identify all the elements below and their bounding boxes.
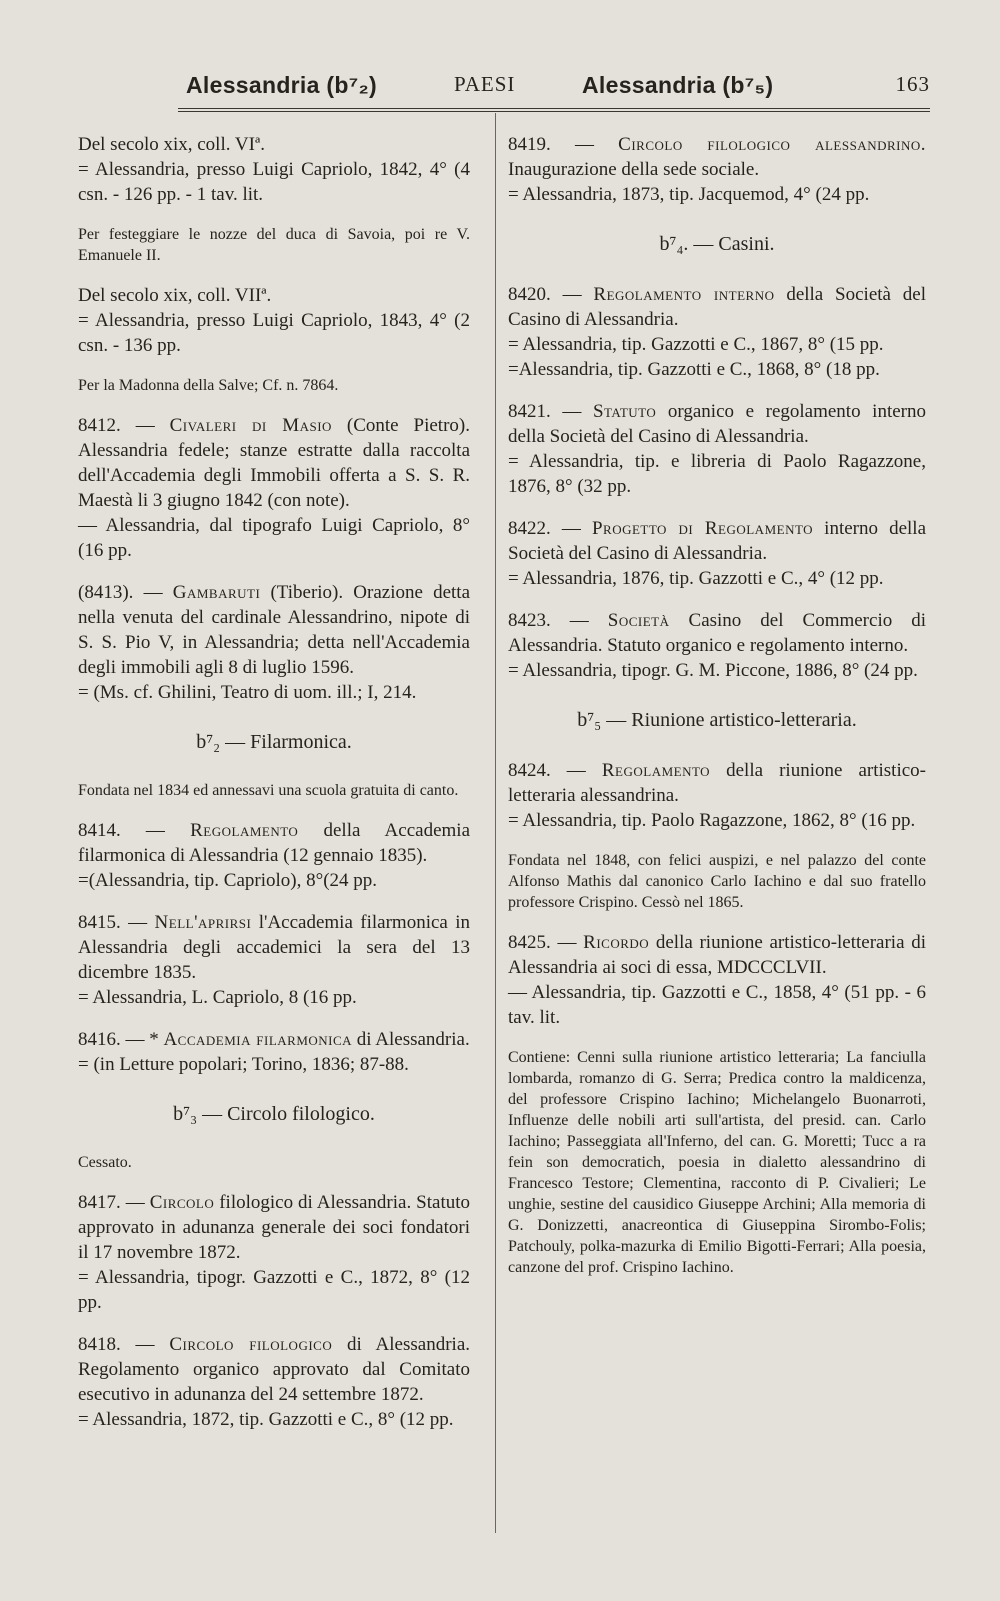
section-heading: b⁷₅ — Riunione artistico-letteraria. — [577, 709, 857, 731]
entry-text: interno della Società del Casino di Alessandria. = Alessandria, 1876, tip. Gazzotti e C., 4° (12 pp. — [508, 518, 927, 589]
entry-text: Fondata nel 1834 ed annessavi una scuola gratuita di canto. — [78, 782, 459, 799]
entry-heading: Regolamento — [601, 760, 711, 781]
entry-heading: Circolo filologico — [169, 1334, 333, 1355]
entry-number: 8425. — [508, 932, 551, 953]
entry-heading: Progetto di Regolamento — [591, 518, 814, 539]
entry-heading: Statuto — [592, 401, 657, 422]
entry-number: 8418. — [78, 1334, 121, 1355]
running-header — [170, 72, 930, 104]
entry-heading: Nell'aprirsi — [154, 912, 252, 933]
bibliographic-entry: 8412. — Civaleri di Masio (Conte Pietro). Alessandria fedele; stanze estratte dalla raccolta dell'Accademia degli Immobili offerta a S. S. R. Maestà li 3 giugno 1842 (con note). — Alessandria, dal tipografo Luigi Capriolo, 8° (16 pp. — [78, 415, 470, 561]
bibliographic-entry: 8416. — * Accademia filarmonica di Alessandria. = (in Letture popolari; Torino, 1836; 87-88. — [78, 1029, 470, 1075]
entry-number: 8422. — [508, 518, 551, 539]
bibliographic-entry: 8420. — Regolamento interno della Società del Casino di Alessandria. = Alessandria, tip. Gazzotti e C., 1867, 8° (15 pp. =Alessandria, tip. Gazzotti e C., 1868, 8° (18 pp. — [508, 284, 927, 380]
header-section: PAESI — [454, 72, 516, 96]
entry-heading: * Accademia filarmonica — [149, 1029, 353, 1050]
bibliographic-entry — [78, 132, 470, 207]
entry-text: della Società del Casino di Alessandria. = Alessandria, tip. Gazzotti e C., 1867, 8° (15 pp. =Alessandria, tip. Gazzotti e C., 1868, 8° (18 pp. — [508, 284, 927, 380]
entry-text: Per la Madonna della Salve; Cf. n. 7864. — [78, 377, 339, 394]
entry-text: l'Accademia filarmonica in Alessandria degli accademici la sera del 13 dicembre 1835. = Alessandria, L. Capriolo, 8 (16 pp. — [78, 912, 471, 1008]
entry-number: 8421. — [508, 401, 551, 422]
entry-number: 8420. — [508, 284, 551, 305]
entry-text: della riunione artistico-letteraria alessandrina. = Alessandria, tip. Paolo Ragazzone, 1862, 8° (16 pp. — [508, 760, 927, 831]
entry-text: filologico di Alessandria. Statuto approvato in adunanza generale dei soci fondatori il 17 novembre 1872. = Alessandria, tipogr. Gazzotti e C., 1872, 8° (12 pp. — [78, 1192, 471, 1313]
entry-heading: Circolo — [149, 1192, 215, 1213]
entry-text: della riunione artistico-letteraria di Alessandria ai soci di essa, MDCCCLVII. — Alessandria, tip. Gazzotti e C., 1858, 4° (51 pp. - 6 tav. lit. — [508, 932, 926, 1028]
page-number: 163 — [895, 72, 930, 96]
bibliographic-entry: 8424. — Regolamento della riunione artistico-letteraria alessandrina. = Alessandria, tip. Paolo Ragazzone, 1862, 8° (16 pp. — [508, 760, 927, 831]
bibliographic-entry: (8413). — Gambaruti (Tiberio). Orazione detta nella venuta del cardinale Alessandrino, nipote di S. S. Pio V, in Alessandria; detta nell'Accademia degli immobili agli 8 di luglio 1596. = (Ms. cf. Ghilini, Teatro di uom. ill.; I, 214. — [78, 582, 471, 703]
entry-text: Del secolo xix, coll. VIª. = Alessandria, presso Luigi Capriolo, 1842, 4° (4 csn. - 126 pp. - 1 tav. lit. — [78, 134, 470, 205]
bibliographic-entry — [78, 283, 470, 358]
entry-heading: Circolo filologico alessandrino. — [618, 134, 926, 155]
entry-text: Per festeggiare le nozze del duca di Savoia, poi re V. Emanuele II. — [78, 226, 470, 264]
entry-text: Inaugurazione della sede sociale. = Alessandria, 1873, tip. Jacquemod, 4° (24 pp. — [508, 159, 870, 205]
entry-number: 8416. — [78, 1029, 121, 1050]
header-right-title: Alessandria (b⁷₅) — [582, 72, 774, 98]
entry-number: 8417. — [78, 1192, 121, 1213]
entry-text: Casino del Commercio di Alessandria. Statuto organico e regolamento interno. = Alessandria, tipogr. G. M. Piccone, 1886, 8° (24 pp. — [508, 610, 927, 681]
bibliographic-note — [78, 780, 470, 801]
bibliographic-entry: 8415. — Nell'aprirsi l'Accademia filarmonica in Alessandria degli accademici la sera del 13 dicembre 1835. = Alessandria, L. Capriolo, 8 (16 pp. — [78, 912, 471, 1008]
entry-number: 8423. — [508, 610, 551, 631]
entry-text: Cessato. — [78, 1154, 132, 1171]
bibliographic-note — [78, 375, 470, 396]
bibliographic-entry: 8414. — Regolamento della Accademia filarmonica di Alessandria (12 gennaio 1835). =(Alessandria, tip. Capriolo), 8°(24 pp. — [78, 820, 470, 891]
bibliographic-entry: 8425. — Ricordo della riunione artistico-letteraria di Alessandria ai soci di essa, MDCCCLVII. — Alessandria, tip. Gazzotti e C., 1858, 4° (51 pp. - 6 tav. lit. — [508, 932, 926, 1028]
header-rule-double — [178, 111, 930, 112]
entry-number: 8419. — [508, 134, 551, 155]
entry-heading: Ricordo — [583, 932, 650, 953]
entry-text: (Tiberio). Orazione detta nella venuta del cardinale Alessandrino, nipote di S. S. Pio V, in Alessandria; detta nell'Accademia degli immobili agli 8 di luglio 1596. = (Ms. cf. Ghilini, Teatro di uom. ill.; I, 214. — [78, 582, 471, 703]
column-divider — [495, 113, 496, 1533]
entry-text: di Alessandria. = (in Letture popolari; Torino, 1836; 87-88. — [78, 1029, 470, 1075]
entry-heading: Regolamento interno — [593, 284, 775, 305]
entry-number: 8412. — [78, 415, 121, 436]
entry-text: Contiene: Cenni sulla riunione artistico letteraria; La fanciulla lombarda, romanzo di G. Serra; Predica contro la maldicenza, del professore Crispino Iachino; Michelangelo Buonarroti, Influenze delle nobili arti sull'artista, del presid. can. Carlo Iachino; Passeggiata all'Inferno, del can. G. Moretti; Tucc a ra fein son democratich, poesia in dialetto alessandrino di Francesco Testore; Clementina, racconto di P. Civalieri; Le unghie, sestine del causidico Giuseppe Archini; Alla memoria di G. Donizzetti, anacreontica di Giuseppina Sirombo-Folis; Patchouly, polka-mazurka di Emilio Bigotti-Ferrari; Alla poesia, canzone del prof. Crispino Iachino. — [508, 1049, 926, 1276]
bibliographic-entry: 8423. — Società Casino del Commercio di Alessandria. Statuto organico e regolamento interno. = Alessandria, tipogr. G. M. Piccone, 1886, 8° (24 pp. — [508, 610, 927, 681]
entry-number: 8424. — [508, 760, 551, 781]
bibliographic-note — [78, 224, 470, 266]
entry-text: organico e regolamento interno della Società del Casino di Alessandria. = Alessandria, tip. e libreria di Paolo Ragazzone, 1876, 8° (32 pp. — [508, 401, 926, 497]
entry-text: Del secolo xix, coll. VIIª. = Alessandria, presso Luigi Capriolo, 1843, 4° (2 csn. - 136 pp. — [78, 285, 470, 356]
section-heading: b⁷₂ — Filarmonica. — [196, 731, 352, 753]
bibliographic-entry: 8419. — Circolo filologico alessandrino. Inaugurazione della sede sociale. = Alessandria, 1873, tip. Jacquemod, 4° (24 pp. — [508, 134, 926, 205]
bibliographic-note — [508, 1047, 926, 1278]
entry-number: (8413). — [78, 582, 134, 603]
bibliographic-entry: 8417. — Circolo filologico di Alessandria. Statuto approvato in adunanza generale dei soci fondatori il 17 novembre 1872. = Alessandria, tipogr. Gazzotti e C., 1872, 8° (12 pp. — [78, 1192, 471, 1313]
entry-number: 8415. — [78, 912, 121, 933]
entry-heading: Regolamento — [190, 820, 299, 841]
entry-heading: Società — [607, 610, 670, 631]
bibliographic-entry: 8421. — Statuto organico e regolamento interno della Società del Casino di Alessandria. = Alessandria, tip. e libreria di Paolo Ragazzone, 1876, 8° (32 pp. — [508, 401, 926, 497]
entry-text: di Alessandria. Regolamento organico approvato dal Comitato esecutivo in adunanza del 24 settembre 1872. = Alessandria, 1872, tip. Gazzotti e C., 8° (12 pp. — [78, 1334, 471, 1430]
bibliographic-entry: 8422. — Progetto di Regolamento interno della Società del Casino di Alessandria. = Alessandria, 1876, tip. Gazzotti e C., 4° (12 pp. — [508, 518, 927, 589]
header-rule — [178, 108, 930, 109]
bibliographic-entry: 8418. — Circolo filologico di Alessandria. Regolamento organico approvato dal Comitato esecutivo in adunanza del 24 settembre 1872. = Alessandria, 1872, tip. Gazzotti e C., 8° (12 pp. — [78, 1334, 471, 1430]
entry-heading: Civaleri di Masio — [169, 415, 332, 436]
section-heading: b⁷₃ — Circolo filologico. — [173, 1103, 375, 1125]
left-column — [78, 132, 470, 1449]
entry-heading: Gambaruti — [172, 582, 261, 603]
entry-text: (Conte Pietro). Alessandria fedele; stanze estratte dalla raccolta dell'Accademia degli Immobili offerta a S. S. R. Maestà li 3 giugno 1842 (con note). — Alessandria, dal tipografo Luigi Capriolo, 8° (16 pp. — [78, 415, 470, 561]
header-left-title: Alessandria (b⁷₂) — [186, 72, 377, 98]
bibliographic-note — [508, 850, 926, 913]
section-heading: b⁷₄. — Casini. — [659, 233, 775, 255]
entry-text: della Accademia filarmonica di Alessandria (12 gennaio 1835). =(Alessandria, tip. Capriolo), 8°(24 pp. — [78, 820, 470, 891]
right-column — [508, 132, 926, 1295]
entry-text: Fondata nel 1848, con felici auspizi, e nel palazzo del conte Alfonso Mathis dal canonico Carlo Iachino e dal suo fratello professore Crispino. Cessò nel 1865. — [508, 852, 926, 911]
bibliographic-note — [78, 1152, 470, 1173]
entry-number: 8414. — [78, 820, 121, 841]
